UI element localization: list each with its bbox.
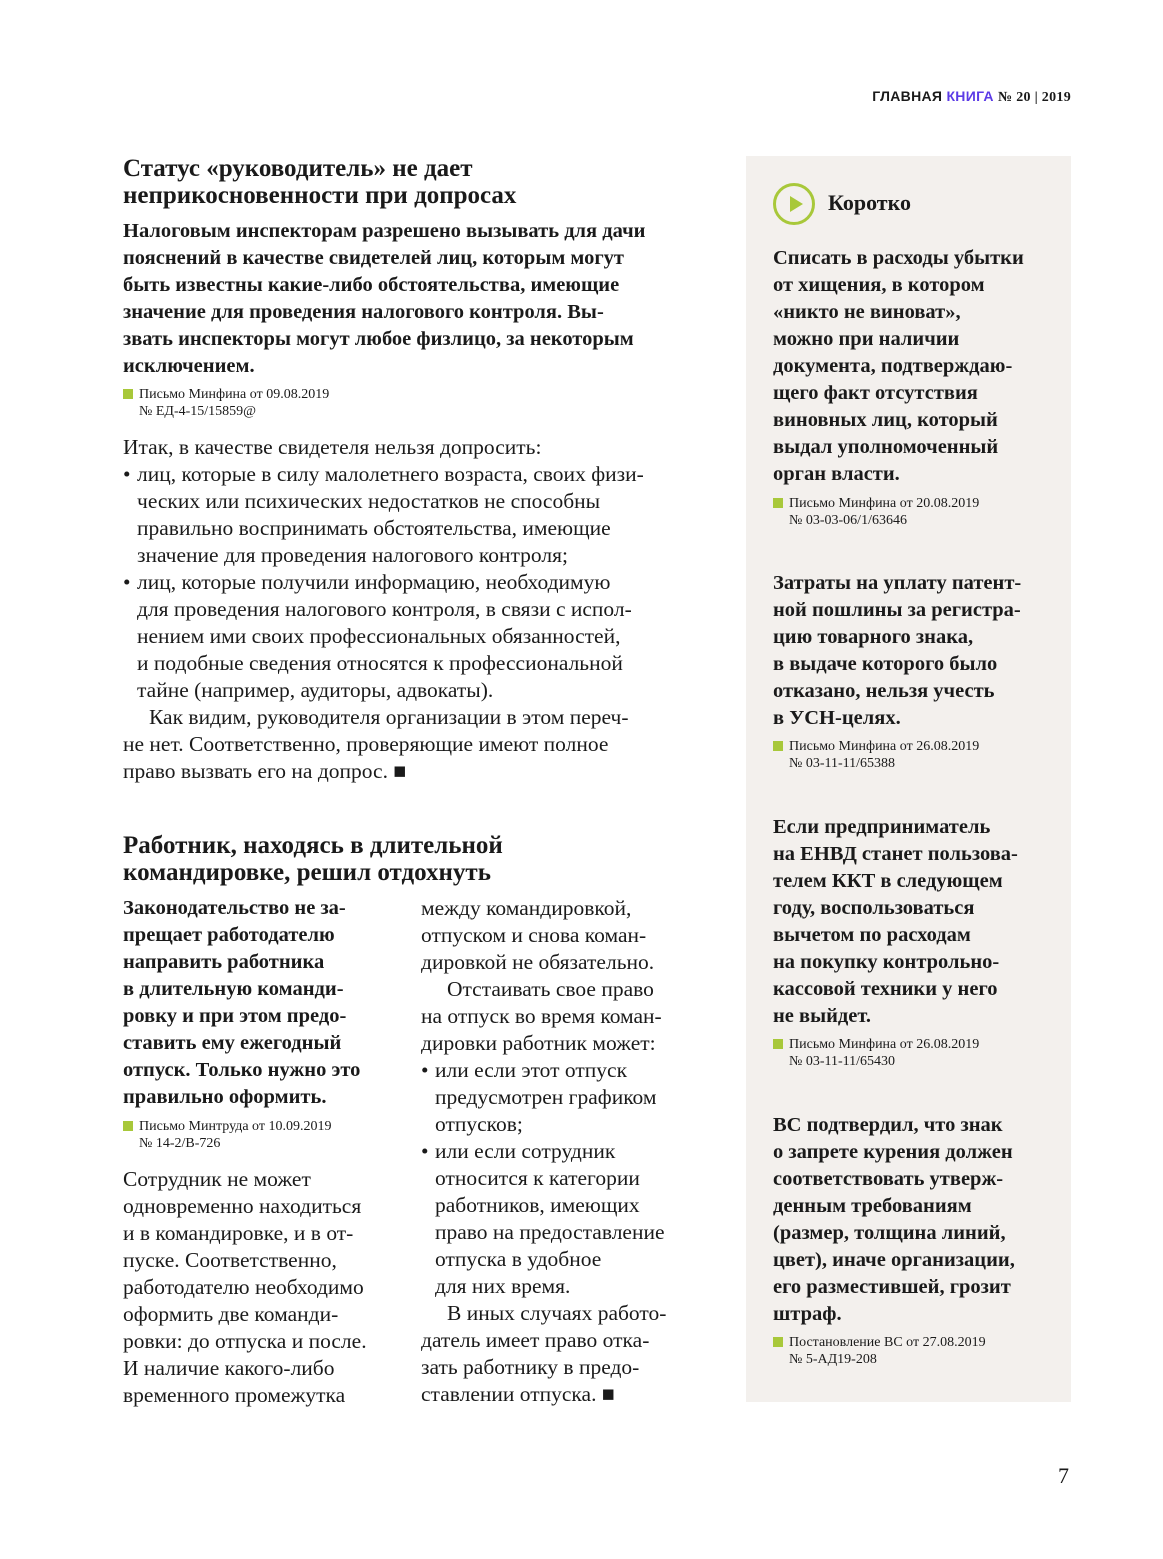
page-number: 7 xyxy=(1058,1463,1069,1488)
paragraph-line xyxy=(421,1354,666,1381)
line-text: № 03-11-11/65388 xyxy=(789,756,896,771)
line-text: в выдаче которого было xyxy=(773,653,998,675)
text-line xyxy=(123,155,516,182)
paragraph-line xyxy=(123,1382,367,1409)
issue-number: № 20 | 2019 xyxy=(998,90,1071,105)
bullet-line xyxy=(421,1138,666,1165)
line-text: отпуск. Только нужно это xyxy=(123,1059,361,1081)
line-text: № 14-2/В-726 xyxy=(139,1136,221,1151)
line-text: пуске. Соответственно, xyxy=(123,1248,337,1272)
text-line xyxy=(123,299,645,326)
line-text: Итак, в качестве свидетеля нельзя допросить: xyxy=(123,435,542,459)
text-line xyxy=(773,1166,1015,1193)
line-text: виновных лиц, который xyxy=(773,409,998,431)
section2-lede xyxy=(123,895,360,1111)
line-text: цию товарного знака, xyxy=(773,626,974,648)
bullet-line xyxy=(123,677,644,704)
paragraph-line xyxy=(123,1274,367,1301)
section2-title xyxy=(123,832,503,886)
line-text: Статус «руководитель» не дает xyxy=(123,155,473,182)
line-text: Письмо Минтруда от 10.09.2019 xyxy=(139,1119,332,1134)
bullet-line xyxy=(421,1084,666,1111)
source-line xyxy=(139,403,329,420)
source-line xyxy=(789,738,979,755)
section1-lede xyxy=(123,218,645,380)
line-text: на ЕНВД станет пользова- xyxy=(773,843,1018,865)
line-text: документа, подтверждаю- xyxy=(773,355,1013,377)
line-text: Постановление ВС от 27.08.2019 xyxy=(789,1335,986,1350)
line-text: ной пошлины за регистра- xyxy=(773,599,1021,621)
text-line xyxy=(123,859,503,886)
line-text: дировкой не обязательно. xyxy=(421,950,655,974)
line-text: денным требованиям xyxy=(773,1195,972,1217)
line-text: или если сотрудник xyxy=(435,1139,616,1163)
text-line xyxy=(773,570,1021,597)
line-text: значение для проведения налогового контроля. Вы- xyxy=(123,301,604,323)
text-line xyxy=(773,597,1021,624)
paragraph-line xyxy=(421,976,666,1003)
section2-body-right xyxy=(421,895,666,1408)
line-text: относится к категории xyxy=(435,1166,640,1190)
line-text: значение для проведения налогового контроля; xyxy=(137,543,568,567)
text-line xyxy=(773,814,1018,841)
text-line xyxy=(773,705,1021,732)
sidebar-title: Коротко xyxy=(828,190,911,215)
line-text: между командировкой, xyxy=(421,896,632,920)
line-text: направить работника xyxy=(123,951,325,973)
paragraph-line xyxy=(421,922,666,949)
green-square-marker xyxy=(123,389,133,399)
line-text: соответствовать утверж- xyxy=(773,1168,1004,1190)
line-text: Сотрудник не может xyxy=(123,1167,311,1191)
sidebar-item-2 xyxy=(773,570,1021,732)
line-text: отпуском и снова коман- xyxy=(421,923,647,947)
bullet-icon: • xyxy=(421,1139,429,1163)
line-text: ровку и при этом предо- xyxy=(123,1005,347,1027)
line-text: право на предоставление xyxy=(435,1220,665,1244)
text-line xyxy=(773,651,1021,678)
paragraph-line xyxy=(123,1193,367,1220)
text-line xyxy=(773,1003,1018,1030)
paragraph-line xyxy=(421,1381,666,1408)
text-line xyxy=(773,326,1024,353)
sidebar-item-1-source xyxy=(773,495,979,529)
source-line xyxy=(789,1334,986,1351)
text-line xyxy=(123,832,503,859)
text-line xyxy=(773,1112,1015,1139)
line-text: ставлении отпуска. ■ xyxy=(421,1382,615,1406)
line-text: и в командировке, и в от- xyxy=(123,1221,354,1245)
text-line xyxy=(123,326,645,353)
sidebar-item-3-source xyxy=(773,1036,979,1070)
bullet-line xyxy=(421,1219,666,1246)
line-text: № 03-11-11/65430 xyxy=(789,1054,896,1069)
line-text: цвет), иначе организации, xyxy=(773,1249,1015,1271)
line-text: неприкосновенности при допросах xyxy=(123,182,517,209)
bullet-line xyxy=(421,1192,666,1219)
source-line xyxy=(789,512,979,529)
text-line xyxy=(773,1220,1015,1247)
green-square-marker xyxy=(123,1121,133,1131)
sidebar-item-4 xyxy=(773,1112,1015,1328)
line-text: дировки работник может: xyxy=(421,1031,656,1055)
line-text: вычетом по расходам xyxy=(773,924,971,946)
text-line xyxy=(773,1274,1015,1301)
text-line xyxy=(773,976,1018,1003)
text-line xyxy=(773,461,1024,488)
section1-title xyxy=(123,155,516,209)
bullet-line xyxy=(123,461,644,488)
bullet-line xyxy=(421,1246,666,1273)
line-text: временного промежутка xyxy=(123,1383,346,1407)
line-text: для проведения налогового контроля, в связи с испол- xyxy=(137,597,632,621)
text-line xyxy=(123,1084,360,1111)
text-line xyxy=(773,299,1024,326)
text-line xyxy=(773,1247,1015,1274)
section2-body-left xyxy=(123,1166,367,1409)
line-text: нением ими своих профессиональных обязанностей, xyxy=(137,624,621,648)
line-text: исключением. xyxy=(123,355,255,377)
line-text: зать работнику в предо- xyxy=(421,1355,640,1379)
line-text: щего факт отсутствия xyxy=(773,382,978,404)
line-text: отпусков; xyxy=(435,1112,523,1136)
line-text: Если предприниматель xyxy=(773,816,991,838)
line-text: не нет. Соответственно, проверяющие имеют полное xyxy=(123,732,609,756)
text-line xyxy=(773,678,1021,705)
line-text: № ЕД-4-15/15859@ xyxy=(139,404,257,419)
bullet-line xyxy=(123,650,644,677)
sidebar-item-2-source xyxy=(773,738,979,772)
text-line xyxy=(123,245,645,272)
source-line xyxy=(789,495,979,512)
line-text: Письмо Минфина от 09.08.2019 xyxy=(139,387,330,402)
line-text: Работник, находясь в длительной xyxy=(123,832,503,859)
line-text: (размер, толщина линий, xyxy=(773,1222,1006,1244)
line-text: выдал уполномоченный xyxy=(773,436,999,458)
line-text: и подобные сведения относятся к профессиональной xyxy=(137,651,623,675)
text-line xyxy=(773,841,1018,868)
line-text: датель имеет право отка- xyxy=(421,1328,650,1352)
green-square-marker xyxy=(773,741,783,751)
line-text: ставить ему ежегодный xyxy=(123,1032,342,1054)
source-line xyxy=(139,386,329,403)
line-text: можно при наличии xyxy=(773,328,960,350)
line-text: отпуска в удобное xyxy=(435,1247,602,1271)
line-text: Письмо Минфина от 26.08.2019 xyxy=(789,739,980,754)
text-line xyxy=(123,182,516,209)
text-line xyxy=(773,1139,1015,1166)
line-text: в длительную команди- xyxy=(123,978,344,1000)
line-text: одновременно находиться xyxy=(123,1194,362,1218)
line-text: лиц, которые в силу малолетнего возраста, своих физи- xyxy=(137,462,644,486)
line-text: Письмо Минфина от 20.08.2019 xyxy=(789,496,980,511)
paragraph-line xyxy=(123,731,644,758)
line-text: В иных случаях работо- xyxy=(447,1301,667,1325)
paragraph-line xyxy=(421,1030,666,1057)
line-text: от хищения, в котором xyxy=(773,274,985,296)
line-text: кассовой техники у него xyxy=(773,978,998,1000)
text-line xyxy=(123,976,360,1003)
section1-source xyxy=(123,386,329,420)
source-line xyxy=(139,1118,332,1135)
line-text: оформить две команди- xyxy=(123,1302,339,1326)
line-text: Письмо Минфина от 26.08.2019 xyxy=(789,1037,980,1052)
line-text: в УСН-целях. xyxy=(773,707,901,729)
paragraph-line xyxy=(421,949,666,976)
line-text: право вызвать его на допрос. ■ xyxy=(123,759,407,783)
sidebar-item-3 xyxy=(773,814,1018,1030)
paragraph-line xyxy=(421,895,666,922)
line-text: Отстаивать свое право xyxy=(447,977,654,1001)
text-line xyxy=(123,922,360,949)
section2-source xyxy=(123,1118,332,1152)
source-line xyxy=(139,1135,332,1152)
text-line xyxy=(773,624,1021,651)
paragraph-line xyxy=(123,1355,367,1382)
bullet-line xyxy=(123,515,644,542)
line-text: быть известны какие-либо обстоятельства, имеющие xyxy=(123,274,620,296)
bullet-line xyxy=(123,623,644,650)
paragraph-line xyxy=(421,1327,666,1354)
line-text: предусмотрен графиком xyxy=(435,1085,657,1109)
line-text: его разместившей, грозит xyxy=(773,1276,1011,1298)
text-line xyxy=(773,922,1018,949)
line-text: на отпуск во время коман- xyxy=(421,1004,662,1028)
text-line xyxy=(773,1193,1015,1220)
line-text: ВС подтвердил, что знак xyxy=(773,1114,1003,1136)
line-text: «никто не виноват», xyxy=(773,301,961,323)
paragraph-line xyxy=(123,1220,367,1247)
line-text: работников, имеющих xyxy=(435,1193,640,1217)
bullet-line xyxy=(123,542,644,569)
bullet-line xyxy=(421,1057,666,1084)
line-text: Налоговым инспекторам разрешено вызывать для дачи xyxy=(123,220,646,242)
line-text: ческих или психических недостатков не способны xyxy=(137,489,601,513)
text-line xyxy=(773,949,1018,976)
line-text: пояснений в качестве свидетелей лиц, которым могут xyxy=(123,247,624,269)
green-square-marker xyxy=(773,1337,783,1347)
paragraph-line xyxy=(123,1301,367,1328)
text-line xyxy=(123,218,645,245)
source-line xyxy=(789,755,979,772)
play-circle-icon xyxy=(773,183,815,225)
paragraph-line xyxy=(123,704,644,731)
line-text: или если этот отпуск xyxy=(435,1058,628,1082)
line-text: работодателю необходимо xyxy=(123,1275,364,1299)
text-line xyxy=(123,272,645,299)
line-text: Законодательство не за- xyxy=(123,897,346,919)
line-text: И наличие какого-либо xyxy=(123,1356,335,1380)
line-text: командировке, решил отдохнуть xyxy=(123,859,491,886)
paragraph-line xyxy=(123,1328,367,1355)
section1-body xyxy=(123,434,644,785)
paragraph-line xyxy=(421,1300,666,1327)
line-text: не выйдет. xyxy=(773,1005,872,1027)
text-line xyxy=(123,949,360,976)
text-line xyxy=(773,1301,1015,1328)
line-text: для них время. xyxy=(435,1274,571,1298)
line-text: отказано, нельзя учесть xyxy=(773,680,995,702)
line-text: звать инспекторы могут любое физлицо, за некоторым xyxy=(123,328,634,350)
text-line xyxy=(123,895,360,922)
bullet-line xyxy=(421,1111,666,1138)
source-line xyxy=(789,1036,979,1053)
line-text: о запрете курения должен xyxy=(773,1141,1013,1163)
text-line xyxy=(123,1057,360,1084)
bullet-line xyxy=(123,596,644,623)
line-text: Списать в расходы убытки xyxy=(773,247,1024,269)
bullet-line xyxy=(123,569,644,596)
paragraph-line xyxy=(123,1247,367,1274)
brand-name-1: ГЛАВНАЯ xyxy=(872,88,943,104)
text-line xyxy=(773,434,1024,461)
sidebar-item-4-source xyxy=(773,1334,986,1368)
paragraph-line xyxy=(123,758,644,785)
bullet-icon: • xyxy=(123,570,131,594)
line-text: ровки: до отпуска и после. xyxy=(123,1329,367,1353)
bullet-line xyxy=(421,1273,666,1300)
line-text: орган власти. xyxy=(773,463,900,485)
line-text: тайне (например, аудиторы, адвокаты). xyxy=(137,678,494,702)
line-text: телем ККТ в следующем xyxy=(773,870,1003,892)
magazine-header xyxy=(872,88,1071,106)
line-text: Как видим, руководителя организации в этом переч- xyxy=(149,705,629,729)
bullet-icon: • xyxy=(123,462,131,486)
text-line xyxy=(123,1030,360,1057)
source-line xyxy=(789,1351,986,1368)
text-line xyxy=(773,245,1024,272)
text-line xyxy=(123,1003,360,1030)
text-line xyxy=(773,380,1024,407)
text-line xyxy=(773,353,1024,380)
sidebar-item-1 xyxy=(773,245,1024,488)
text-line xyxy=(773,407,1024,434)
text-line xyxy=(123,353,645,380)
line-text: лиц, которые получили информацию, необходимую xyxy=(137,570,611,594)
paragraph-line xyxy=(421,1003,666,1030)
line-text: Затраты на уплату патент- xyxy=(773,572,1022,594)
line-text: штраф. xyxy=(773,1303,842,1325)
green-square-marker xyxy=(773,498,783,508)
paragraph-line xyxy=(123,434,644,461)
bullet-line xyxy=(421,1165,666,1192)
green-square-marker xyxy=(773,1039,783,1049)
source-line xyxy=(789,1053,979,1070)
line-text: правильно воспринимать обстоятельства, имеющие xyxy=(137,516,611,540)
line-text: году, воспользоваться xyxy=(773,897,975,919)
line-text: на покупку контрольно- xyxy=(773,951,1000,973)
text-line xyxy=(773,272,1024,299)
line-text: № 03-03-06/1/63646 xyxy=(789,513,907,528)
text-line xyxy=(773,868,1018,895)
paragraph-line xyxy=(123,1166,367,1193)
bullet-line xyxy=(123,488,644,515)
line-text: прещает работодателю xyxy=(123,924,335,946)
line-text: правильно оформить. xyxy=(123,1086,327,1108)
line-text: № 5-АД19-208 xyxy=(789,1352,877,1367)
bullet-icon: • xyxy=(421,1058,429,1082)
brand-name-2: КНИГА xyxy=(946,88,994,104)
text-line xyxy=(773,895,1018,922)
